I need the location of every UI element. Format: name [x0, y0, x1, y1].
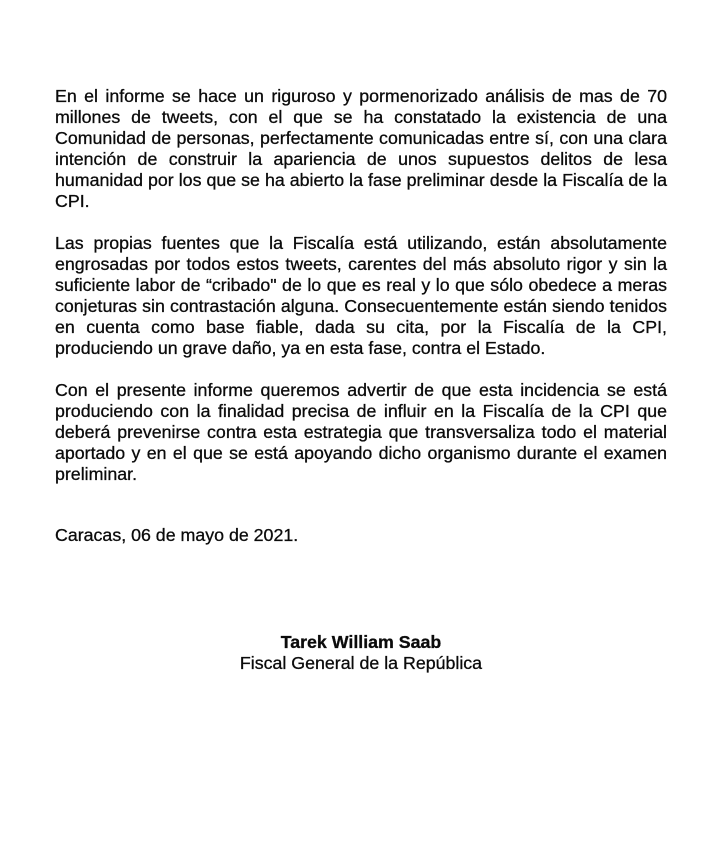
dateline: Caracas, 06 de mayo de 2021. [55, 525, 299, 545]
signature-title: Fiscal General de la República [239, 653, 483, 673]
paragraph-sources-criticism: Las propias fuentes que la Fiscalía está utilizando, están absolutamente engrosadas por todos estos tweets, carentes del más absoluto rigor y sin la suficiente labor de “cribado" de lo que es real y lo que sólo obedece a meras conjeturas sin contrastación alguna. Consecuentemente están siendo tenidos en cuenta como base fiable, dada su cita, por la Fiscalía de la CPI, produciendo un grave daño, ya en esta fase, contra el Estado. [55, 233, 667, 358]
paragraph-warning: Con el presente informe queremos advertir de que esta incidencia se está produciendo con la finalidad precisa de influir en la Fiscalía de la CPI que deberá prevenirse contra esta estrategia que transversaliza todo el material aportado y en el que se está apoyando dicho organismo durante el examen preliminar. [55, 380, 667, 484]
signature-name: Tarek William Saab [280, 632, 442, 652]
paragraph-tweets-analysis: En el informe se hace un riguroso y pormenorizado análisis de mas de 70 millones de tweets, con el que se ha constatado la existencia de una Comunidad de personas, perfectamente comunicadas entre sí, con una clara intención de construir la apariencia de unos supuestos delitos de lesa humanidad por los que se ha abierto la fase preliminar desde la Fiscalía de la CPI. [55, 86, 667, 211]
signature-block [55, 632, 667, 674]
